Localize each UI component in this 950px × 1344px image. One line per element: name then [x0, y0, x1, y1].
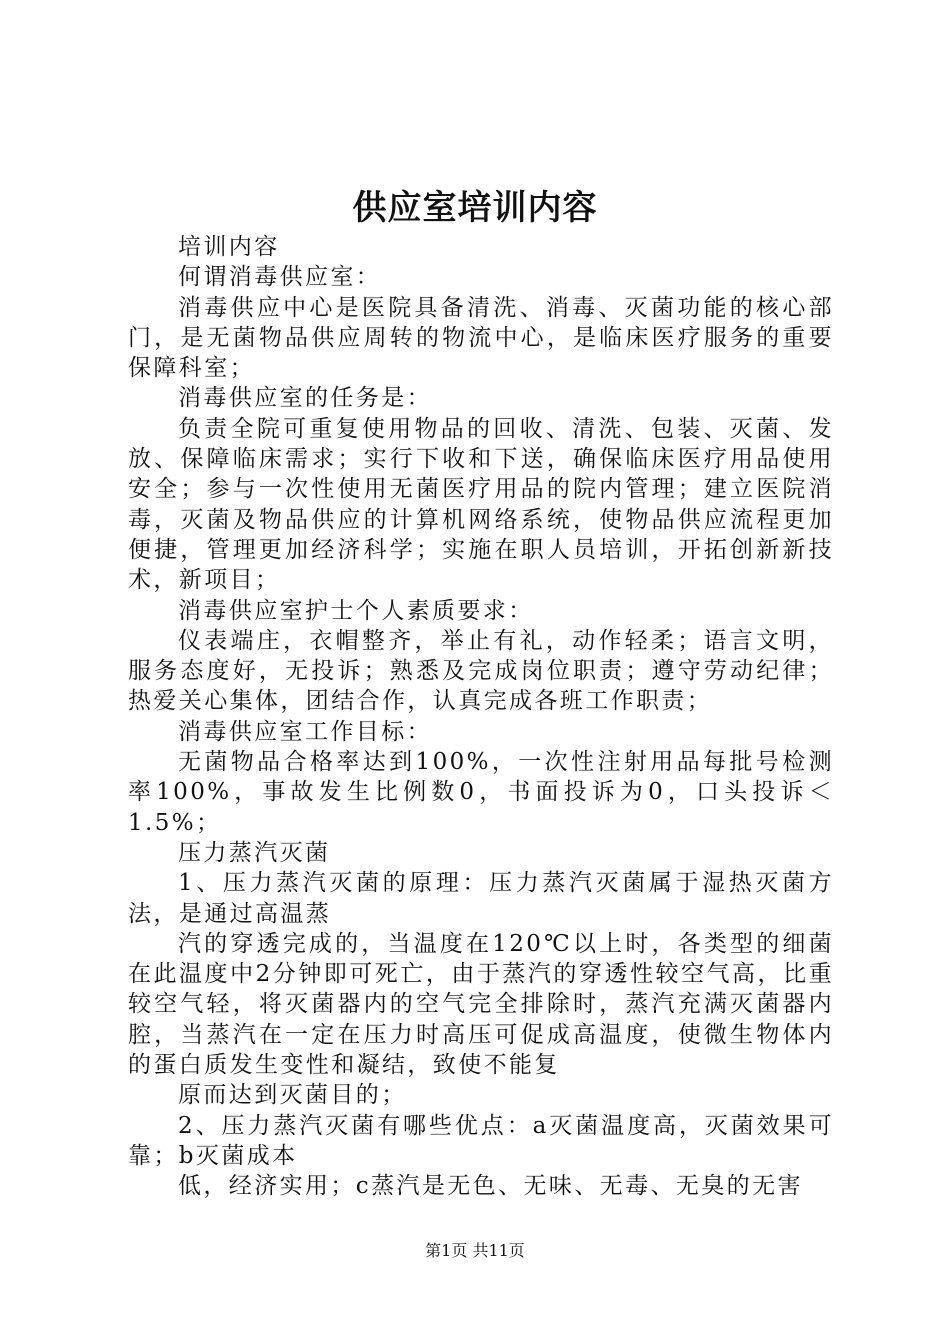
paragraph: 消毒供应室工作目标：	[178, 718, 432, 745]
paragraph: 消毒供应室护士个人素质要求：	[178, 597, 534, 624]
paragraph: 汽的穿透完成的，当温度在120℃以上时，各类型的细菌在此温度中2分钟即可死亡，由于蒸汽的穿透性较空气高，比重较空气轻，将灭菌器内的空气完全排除时，蒸汽充满灭菌器内腔，当蒸汽在一定在压力时高压可促成高温度，使微生物体内的蛋白质发生变性和凝结，致使不能复	[128, 930, 834, 1079]
document-body	[128, 232, 834, 1202]
paragraph: 无菌物品合格率达到100%，一次性注射用品每批号检测率100%，事故发生比例数0，书面投诉为0，口头投诉＜1.5%；	[128, 749, 834, 836]
paragraph: 压力蒸汽灭菌	[178, 839, 331, 866]
paragraph: 仪表端庄，衣帽整齐，举止有礼，动作轻柔；语言文明，服务态度好，无投诉；熟悉及完成岗位职责；遵守劳动纪律；热爱关心集体，团结合作，认真完成各班工作职责；	[128, 627, 834, 715]
page-number: 第1页 共11页	[425, 1241, 525, 1260]
document-title: 供应室培训内容	[352, 188, 598, 228]
paragraph: 培训内容	[178, 234, 280, 260]
paragraph: 低，经济实用；c蒸汽是无色、无味、无毒、无臭的无害	[178, 1173, 803, 1200]
paragraph: 何谓消毒供应室：	[178, 264, 382, 291]
paragraph: 原而达到灭菌目的；	[178, 1082, 407, 1109]
paragraph: 1、压力蒸汽灭菌的原理：压力蒸汽灭菌属于湿热灭菌方法，是通过高温蒸	[128, 870, 834, 927]
paragraph: 2、压力蒸汽灭菌有哪些优点：a灭菌温度高，灭菌效果可靠；b灭菌成本	[128, 1112, 834, 1169]
paragraph: 消毒供应室的任务是：	[178, 385, 432, 412]
paragraph: 负责全院可重复使用物品的回收、清洗、包装、灭菌、发放、保障临床需求；实行下收和下送，确保临床医疗用品使用安全；参与一次性使用无菌医疗用品的院内管理；建立医院消毒，灭菌及物品供应的计算机网络系统，使物品供应流程更加便捷，管理更加经济科学；实施在职人员培训，开拓创新新技术，新项目；	[128, 415, 834, 594]
paragraph: 消毒供应中心是医院具备清洗、消毒、灭菌功能的核心部门，是无菌物品供应周转的物流中心，是临床医疗服务的重要保障科室；	[128, 294, 834, 382]
